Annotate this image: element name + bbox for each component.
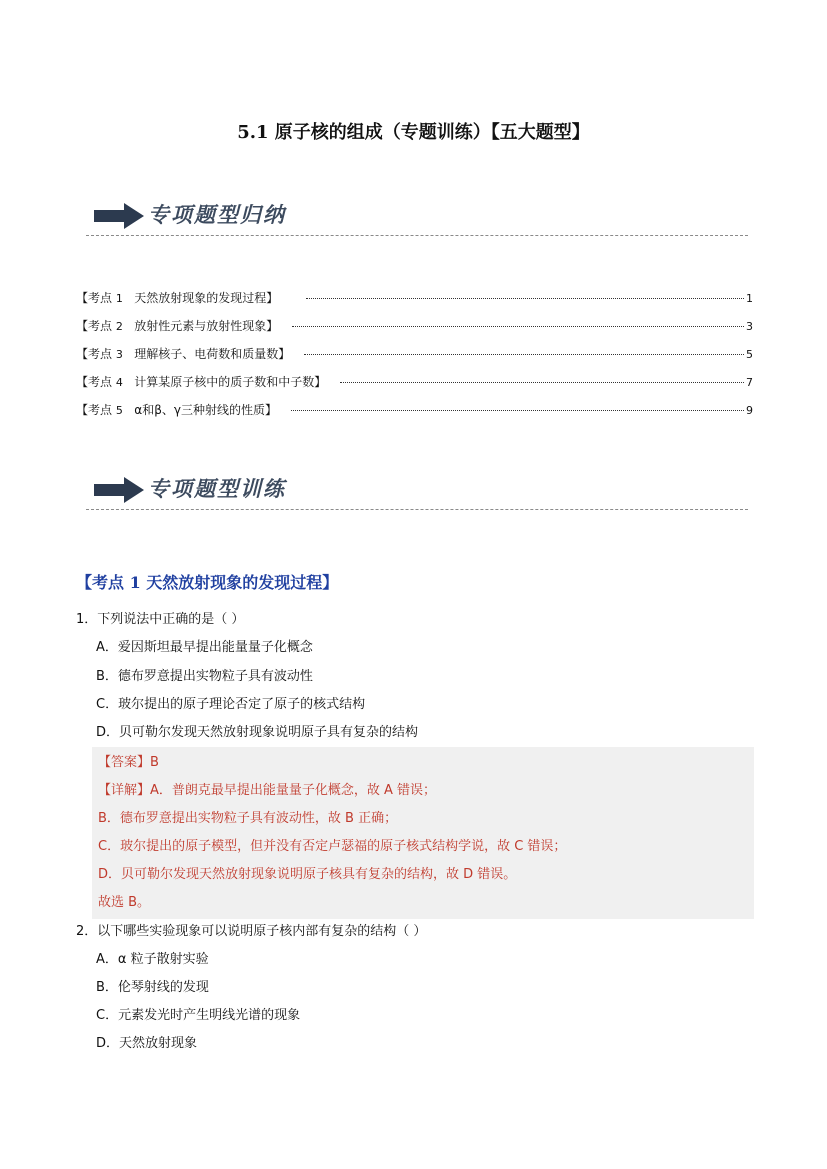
toc-leader: [340, 382, 744, 383]
toc-leader: [291, 410, 744, 411]
table-of-contents: [76, 289, 752, 429]
toc-item[interactable]: 【考点 2 放射性元素与放射性现象】 3: [76, 319, 753, 333]
toc-leader: [292, 326, 744, 327]
explanation-line: D．贝可勒尔发现天然放射现象说明原子核具有复杂的结构，故 D 错误。: [98, 867, 517, 882]
option: B．伦琴射线的发现: [96, 980, 209, 995]
banner-title: 专项题型归纳: [148, 202, 286, 227]
toc-item[interactable]: 【考点 1 天然放射现象的发现过程】 1: [76, 291, 753, 305]
option: A．爱因斯坦最早提出能量量子化概念: [96, 640, 313, 655]
option: D．贝可勒尔发现天然放射现象说明原子具有复杂的结构: [96, 725, 419, 740]
answer: 【答案】B: [98, 755, 159, 770]
toc-leader: [306, 298, 744, 299]
toc-page-number: 3: [746, 320, 753, 333]
page-title: 5.1 原子核的组成（专题训练）【五大题型】: [237, 122, 590, 143]
toc-leader: [304, 354, 744, 355]
toc-page-number: 7: [746, 376, 753, 389]
toc-page-number: 1: [746, 292, 753, 305]
answer-box: [92, 747, 754, 919]
option: A．α 粒子散射实验: [96, 952, 209, 967]
divider: [86, 509, 748, 510]
option: C．玻尔提出的原子理论否定了原子的核式结构: [96, 697, 366, 712]
explanation-line: B．德布罗意提出实物粒子具有波动性，故 B 正确；: [98, 811, 398, 826]
divider: [86, 235, 748, 236]
toc-page-number: 9: [746, 404, 753, 417]
toc-page-number: 5: [746, 348, 753, 361]
explanation-line: 【详解】A．普朗克最早提出能量量子化概念，故 A 错误；: [98, 783, 437, 798]
explanation-line: 故选 B。: [98, 895, 151, 910]
arrow-right-icon: [94, 477, 144, 503]
question-stem: 1．下列说法中正确的是（ ）: [76, 612, 245, 627]
section-heading: 【考点 1 天然放射现象的发现过程】: [76, 573, 339, 592]
arrow-right-icon: [94, 203, 144, 229]
toc-item[interactable]: 【考点 4 计算某原子核中的质子数和中子数】 7: [76, 375, 753, 389]
toc-item[interactable]: 【考点 3 理解核子、电荷数和质量数】 5: [76, 347, 753, 361]
option: B．德布罗意提出实物粒子具有波动性: [96, 669, 313, 684]
explanation-line: C．玻尔提出的原子模型，但并没有否定卢瑟福的原子核式结构学说，故 C 错误；: [98, 839, 567, 854]
toc-item[interactable]: 【考点 5 α和β、γ三种射线的性质】 9: [76, 403, 753, 417]
question-stem: 2．以下哪些实验现象可以说明原子核内部有复杂的结构（ ）: [76, 924, 427, 939]
option: D．天然放射现象: [96, 1036, 198, 1051]
section-banner-summary: [86, 199, 748, 239]
option: C．元素发光时产生明线光谱的现象: [96, 1008, 301, 1023]
banner-title: 专项题型训练: [148, 476, 286, 501]
section-banner-training: [86, 473, 748, 513]
